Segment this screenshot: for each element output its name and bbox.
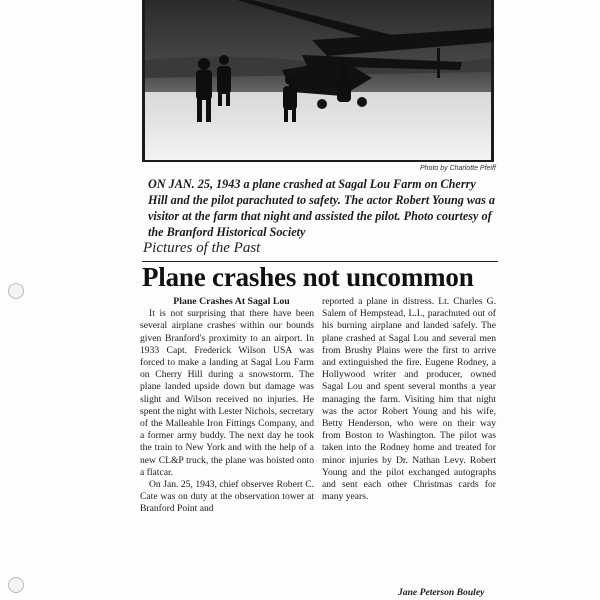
article-column-1 bbox=[140, 296, 314, 516]
article-paragraph: It is not surprising that there have been several airplane crashes within our bounds given Branford's proximity to an airport. In 1933 Capt. Frederick Wilson USA was forced to make a landing at Sagal Lou Farm on Cherry Hill during a snowstorm. The plane landed upside down but damage was slight and Wilson received no injuries. He spent the night with Lester Nichols, secretary of the Malleable Iron Fittings Company, and a former army buddy. The next day he took the train to New York and with the help of a new CL&P truck, the plane was hoisted onto a flatcar. bbox=[140, 308, 314, 478]
headline: Plane crashes not uncommon bbox=[142, 262, 474, 292]
photo-credit: Photo by Charlotte Pfeiff bbox=[420, 165, 496, 172]
section-label: Pictures of the Past bbox=[143, 240, 261, 256]
binder-hole-bottom bbox=[8, 577, 24, 593]
article-paragraph: On Jan. 25, 1943, chief observer Robert C. Cate was on duty at the observation tower at Branford Point and bbox=[140, 479, 314, 515]
binder-hole-top bbox=[8, 283, 24, 299]
article-column-2 bbox=[322, 296, 496, 503]
article-subhead: Plane Crashes At Sagal Lou bbox=[173, 296, 290, 307]
byline: Jane Peterson Bouley bbox=[398, 587, 485, 598]
photo-caption: ON JAN. 25, 1943 a plane crashed at Sagal Lou Farm on Cherry Hill and the pilot parachuted to safety. The actor Robert Young was a visitor at the farm that night and assisted the pilot. Photo courtesy of the Branford Historical Society bbox=[148, 177, 496, 239]
crash-photo-image bbox=[142, 0, 494, 162]
crash-photo bbox=[142, 0, 494, 162]
article-paragraph: reported a plane in distress. Lt. Charles G. Salem of Hempstead, L.I., parachuted out of his burning airplane and landed safely. The plane crashed at Sagal Lou and several men from Brushy Plains were the first to arrive and extinguished the fire. Eugene Rodney, a Hollywood writer and producer, owned Sagal Lou and spent several months a year managing the farm. Visiting him that night was the actor Robert Young and his wife, Betty Henderson, who were on their way from Boston to Washington. The pilot was taken into the Rodney home and treated for minor injuries by Dr. Nathan Levy. Robert Young and the pilot exchanged autographs and sent each other Christmas cards for many years. bbox=[322, 296, 496, 503]
